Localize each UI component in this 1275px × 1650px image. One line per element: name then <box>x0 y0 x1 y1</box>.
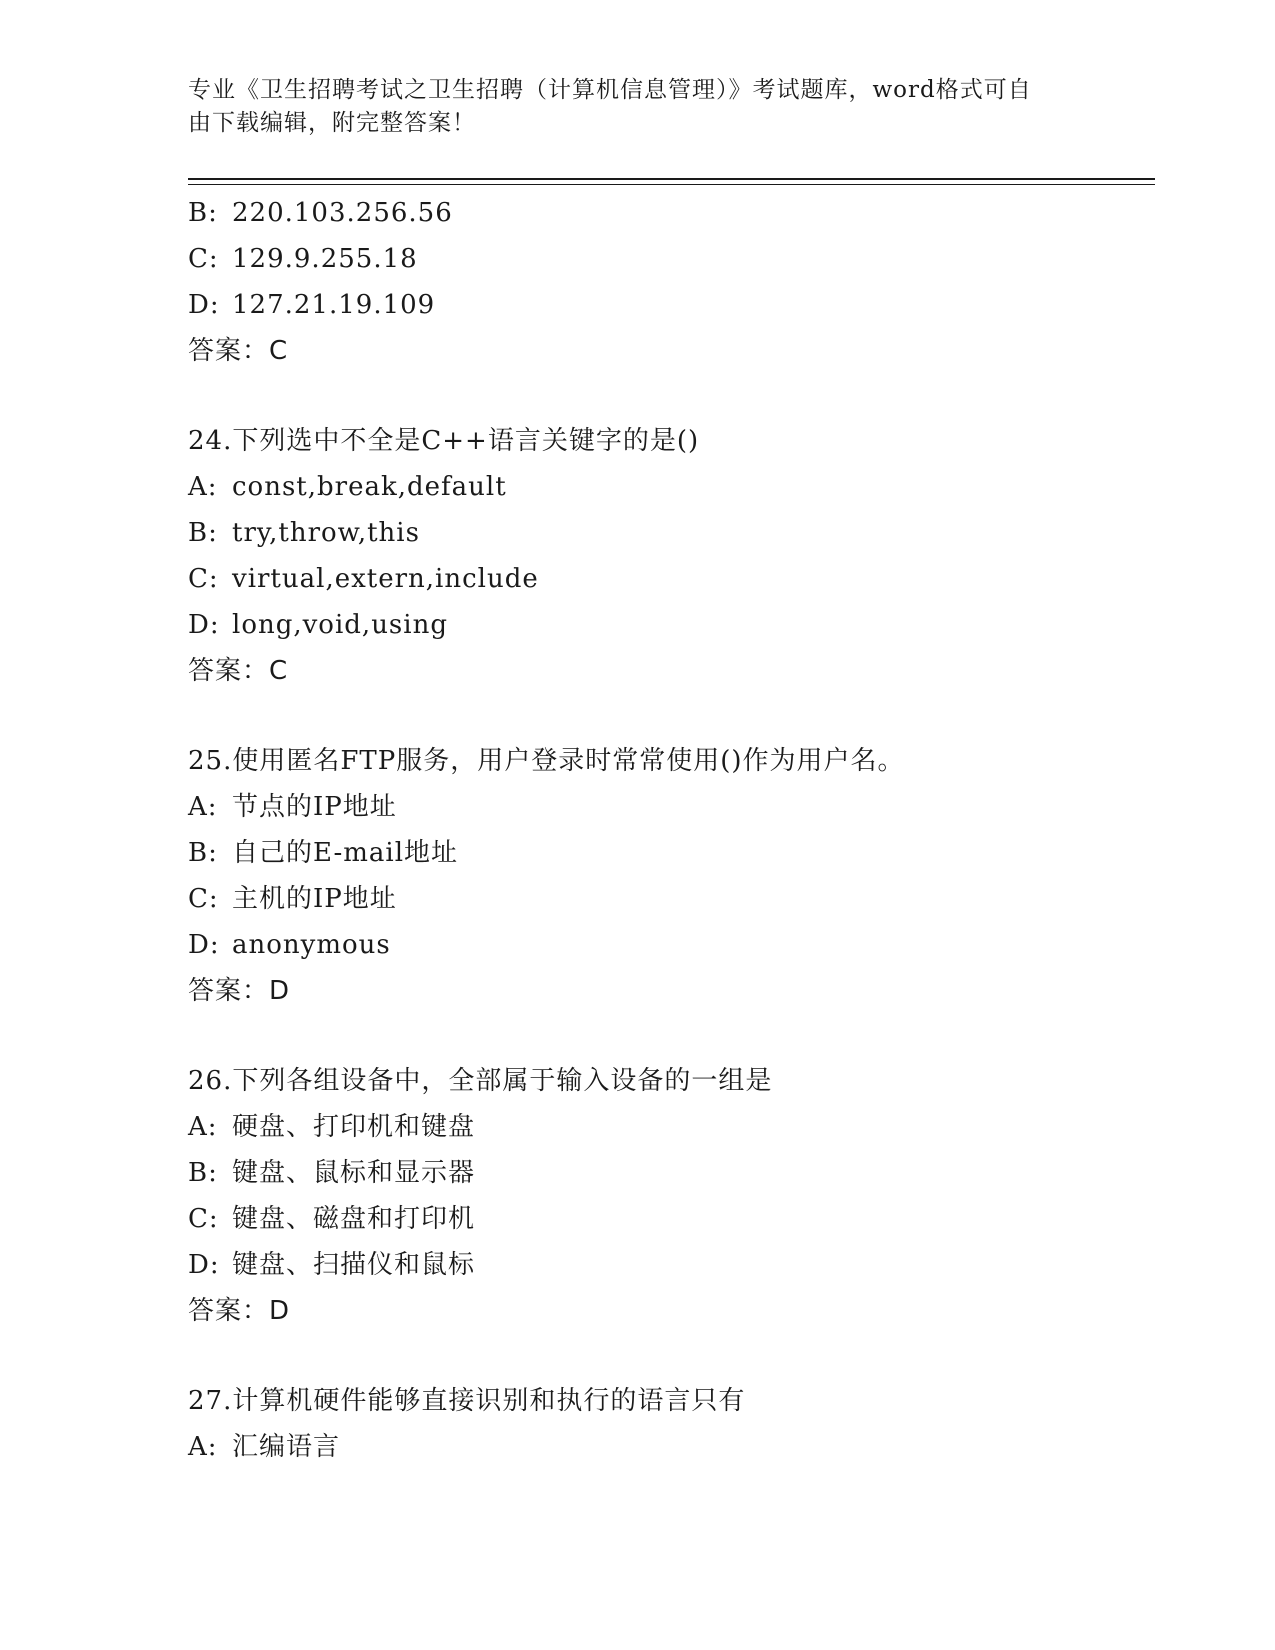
option-line <box>188 1104 1148 1150</box>
option-text: 汇编语言 <box>232 1432 341 1462</box>
question-list <box>188 190 1148 1470</box>
option-line <box>188 1424 1148 1470</box>
option-line <box>188 922 1148 968</box>
option-text: 节点的IP地址 <box>232 792 397 822</box>
option-text: 键盘、鼠标和显示器 <box>232 1158 476 1188</box>
option-label: D: <box>188 930 220 960</box>
option-label: C: <box>188 244 219 274</box>
answer-line: 答案：D <box>188 1296 291 1326</box>
question-block <box>188 1058 1148 1334</box>
option-text: 主机的IP地址 <box>232 884 397 914</box>
header-rule-thick <box>188 178 1155 180</box>
question-block <box>188 418 1148 694</box>
option-line <box>188 1196 1148 1242</box>
option-label: A: <box>188 1432 218 1462</box>
option-line <box>188 1150 1148 1196</box>
option-line <box>188 784 1148 830</box>
option-line <box>188 1242 1148 1288</box>
option-label: A: <box>188 792 218 822</box>
option-text: try,throw,this <box>232 518 420 548</box>
option-text: virtual,extern,include <box>232 564 539 594</box>
previous-question-block <box>188 190 1148 374</box>
option-text: anonymous <box>232 930 391 960</box>
option-label: B: <box>188 838 218 868</box>
option-line <box>188 602 1148 648</box>
option-label: D: <box>188 290 220 320</box>
option-text: 220.103.256.56 <box>232 198 453 228</box>
option-line <box>188 236 1148 282</box>
question-stem: 26.下列各组设备中，全部属于输入设备的一组是 <box>188 1066 773 1096</box>
question-stem: 24.下列选中不全是C++语言关键字的是() <box>188 426 700 456</box>
option-text: 自己的E-mail地址 <box>232 838 459 868</box>
answer-line: 答案：C <box>188 336 289 366</box>
option-label: C: <box>188 1204 219 1234</box>
option-label: B: <box>188 1158 218 1188</box>
option-text: long,void,using <box>232 610 448 640</box>
option-label: A: <box>188 472 218 502</box>
question-stem: 25.使用匿名FTP服务，用户登录时常常使用()作为用户名。 <box>188 746 905 776</box>
option-line <box>188 556 1148 602</box>
option-label: C: <box>188 564 219 594</box>
option-label: B: <box>188 198 218 228</box>
option-label: A: <box>188 1112 218 1142</box>
option-line <box>188 464 1148 510</box>
header-line-1: 专业《卫生招聘考试之卫生招聘（计算机信息管理）》考试题库，word格式可自 <box>188 77 1032 103</box>
option-label: D: <box>188 610 220 640</box>
document-header <box>188 74 1068 140</box>
answer-line: 答案：D <box>188 976 291 1006</box>
option-line <box>188 282 1148 328</box>
option-text: 127.21.19.109 <box>232 290 436 320</box>
option-text: 键盘、磁盘和打印机 <box>232 1204 476 1234</box>
option-line <box>188 190 1148 236</box>
option-line <box>188 876 1148 922</box>
option-text: 键盘、扫描仪和鼠标 <box>232 1250 476 1280</box>
header-rule-thin <box>188 184 1155 185</box>
answer-line: 答案：C <box>188 656 289 686</box>
question-block <box>188 738 1148 1014</box>
option-label: C: <box>188 884 219 914</box>
option-line <box>188 830 1148 876</box>
option-text: 硬盘、打印机和键盘 <box>232 1112 476 1142</box>
option-label: B: <box>188 518 218 548</box>
option-text: 129.9.255.18 <box>232 244 418 274</box>
option-label: D: <box>188 1250 220 1280</box>
option-line <box>188 510 1148 556</box>
option-text: const,break,default <box>232 472 507 502</box>
question-block <box>188 1378 1148 1470</box>
question-stem: 27.计算机硬件能够直接识别和执行的语言只有 <box>188 1386 746 1416</box>
header-line-2: 由下载编辑，附完整答案！ <box>188 110 476 136</box>
